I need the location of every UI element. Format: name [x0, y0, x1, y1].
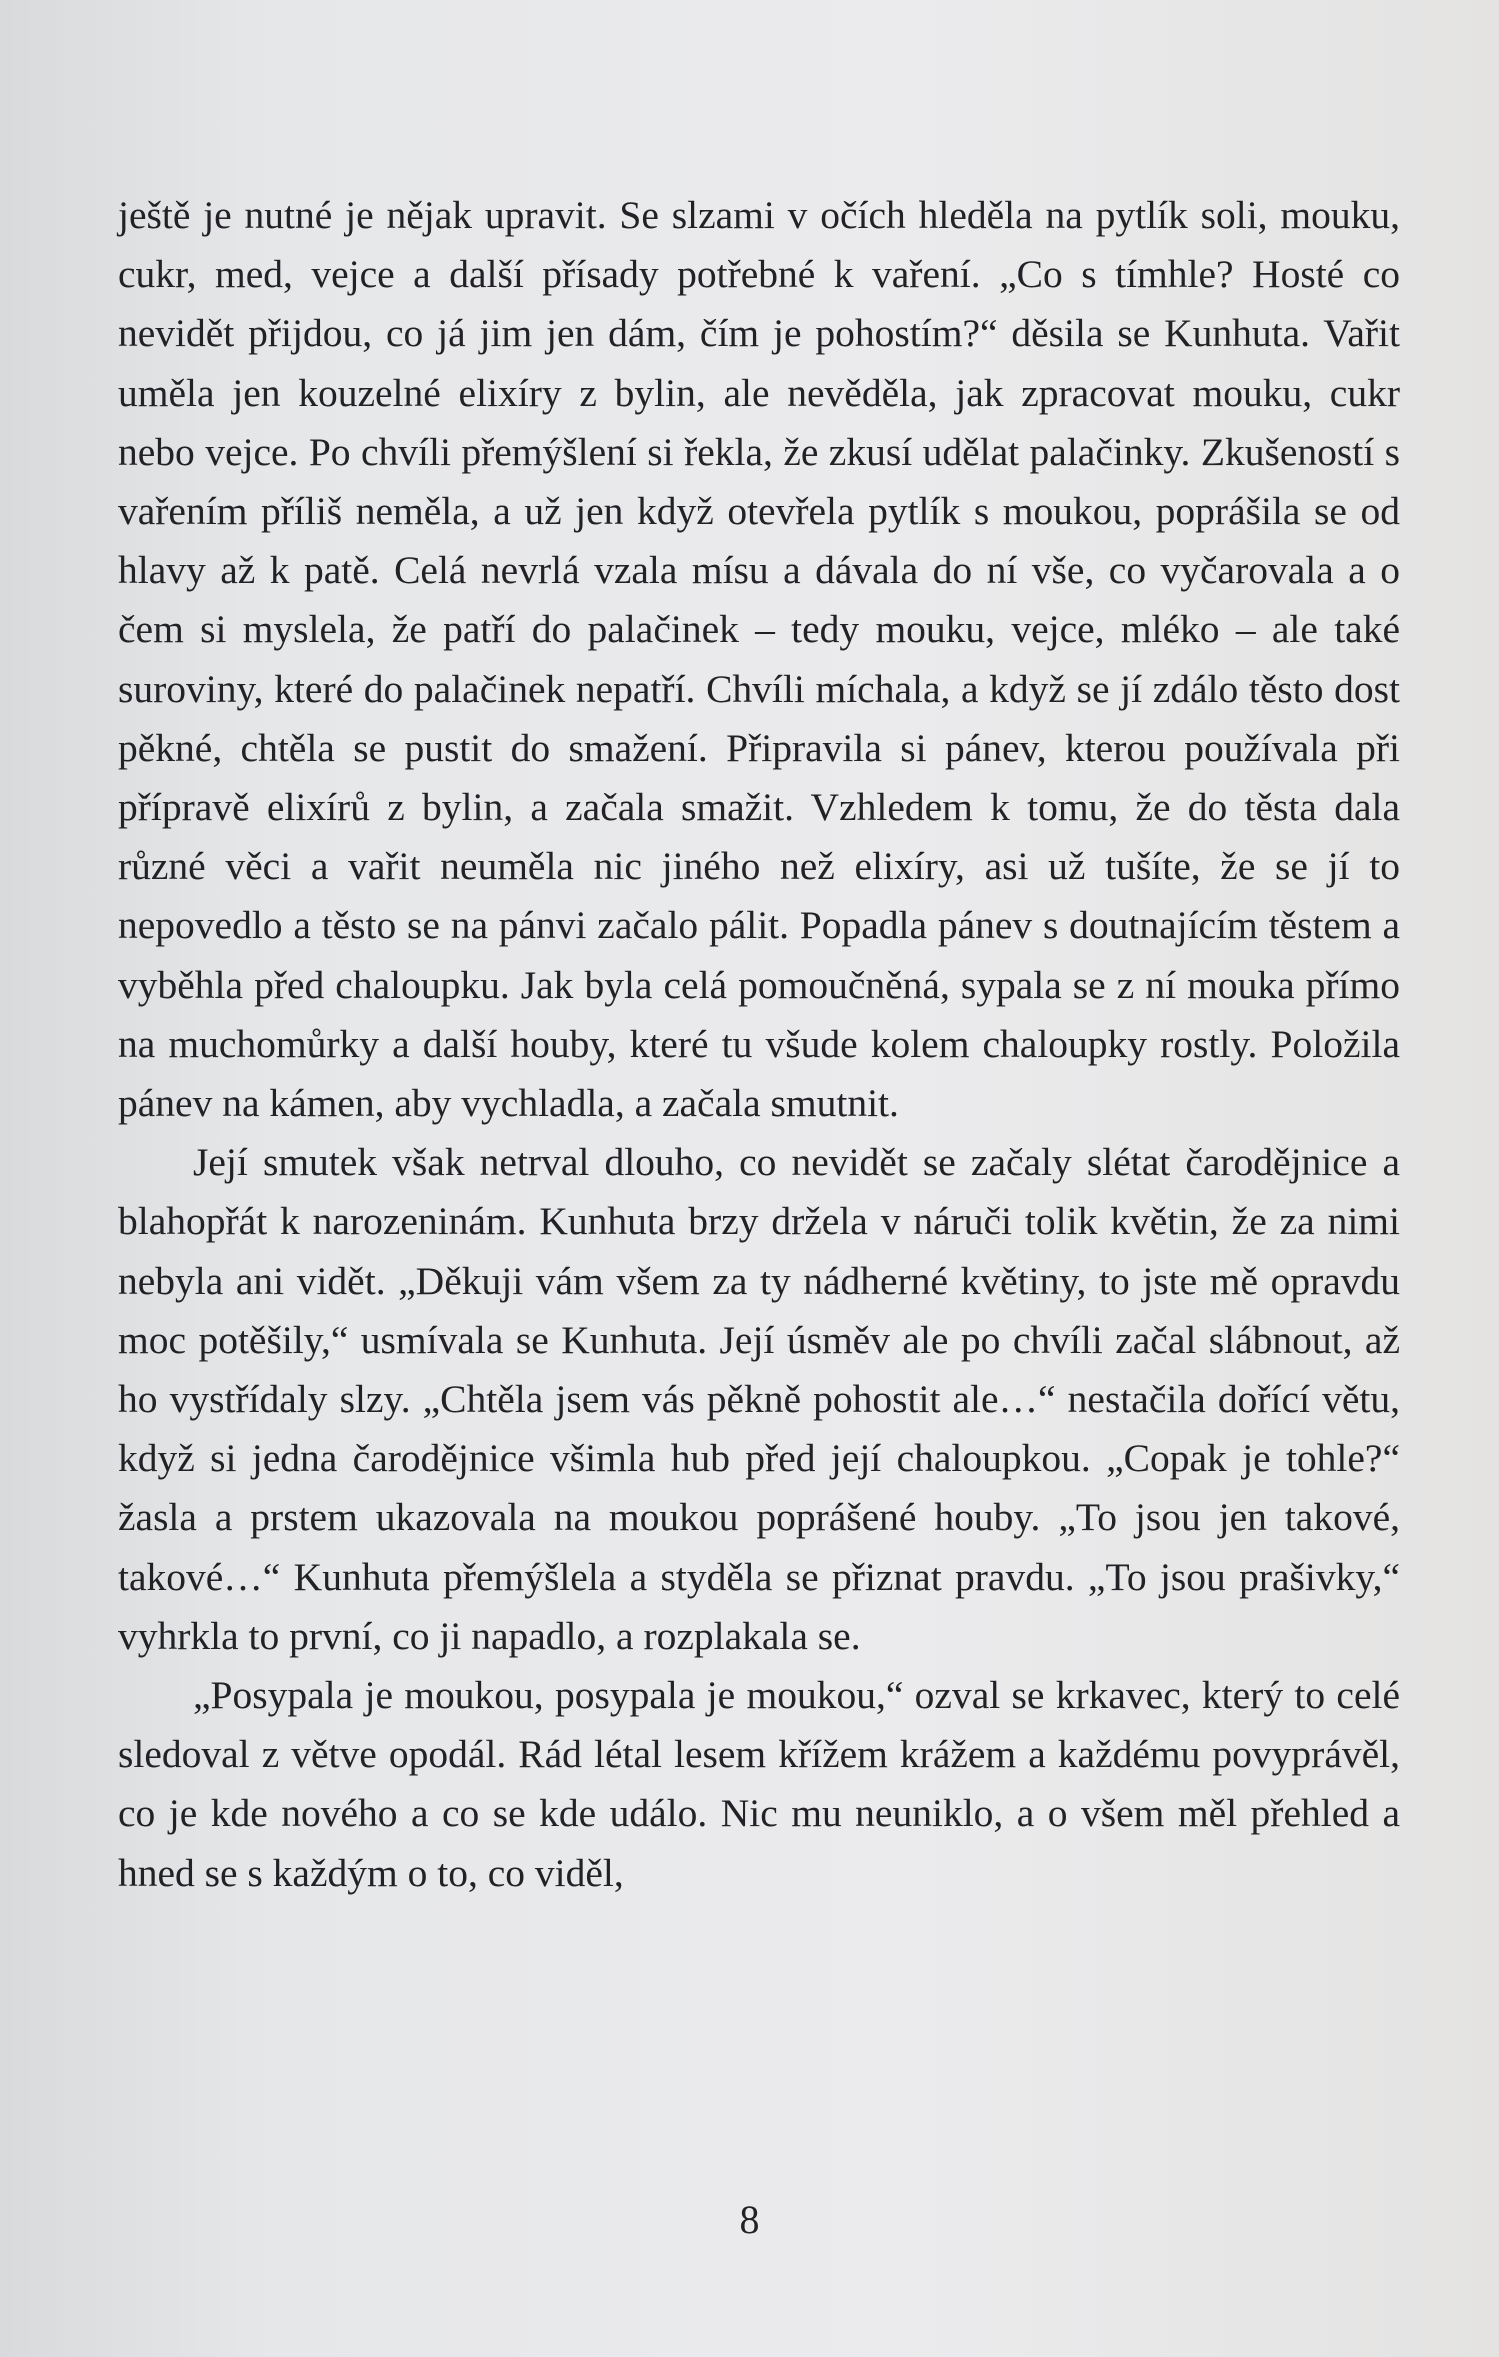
page-number: 8	[739, 2197, 760, 2242]
paragraph-1: ještě je nutné je nějak upravit. Se slzami v očích hleděla na pytlík soli, mouku, cukr, med, vejce a další přísady potřebné k vaření. „Co s tímhle? Hosté co nevidět přijdou, co já jim jen dám, čím je pohostím?“ děsila se Kunhuta. Vařit uměla jen kouzelné elixíry z bylin, ale nevěděla, jak zpracovat mouku, cukr nebo vejce. Po chvíli přemýšlení si řekla, že zkusí udělat palačinky. Zkušeností s vařením příliš neměla, a už jen když otevřela pytlík s moukou, poprášila se od hlavy až k patě. Celá nevrlá vzala mísu a dávala do ní vše, co vyčarovala a o čem si myslela, že patří do palačinek – tedy mouku, vejce, mléko – ale také suroviny, které do palačinek nepatří. Chvíli míchala, a když se jí zdálo těsto dost pěkné, chtěla se pustit do smažení. Připravila si pánev, kterou používala při přípravě elixírů z bylin, a začala smažit. Vzhledem k tomu, že do těsta dala různé věci a vařit neuměla nic jiného než elixíry, asi už tušíte, že se jí to nepovedlo a těsto se na pánvi začalo pálit. Popadla pánev s doutnajícím těstem a vyběhla před chaloupku. Jak byla celá pomoučněná, sypala se z ní mouka přímo na muchomůrky a další houby, které tu všude kolem chaloupky rostly. Položila pánev na kámen, aby vychladla, a začala smutnit.	[118, 193, 1400, 1126]
paragraph-3: „Posypala je moukou, posypala je moukou,“ ozval se krkavec, který to celé sledoval z větve opodál. Rád létal lesem křížem krážem a každému povyprávěl, co je kde nového a co se kde událo. Nic mu neuniklo, a o všem měl přehled a hned se s každým o to, co viděl,	[118, 1673, 1400, 1895]
page-body-text	[118, 186, 1400, 1903]
paragraph-2: Její smutek však netrval dlouho, co nevidět se začaly slétat čarodějnice a blahopřát k narozeninám. Kunhuta brzy držela v náruči tolik květin, že za nimi nebyla ani vidět. „Děkuji vám všem za ty nádherné květiny, to jste mě opravdu moc potěšily,“ usmívala se Kunhuta. Její úsměv ale po chvíli začal slábnout, až ho vystřídaly slzy. „Chtěla jsem vás pěkně pohostit ale…“ nestačila dořící větu, když si jedna čarodějnice všimla hub před její chaloupkou. „Copak je tohle?“ žasla a prstem ukazovala na moukou poprášené houby. „To jsou jen takové, takové…“ Kunhuta přemýšlela a styděla se přiznat pravdu. „To jsou prašivky,“ vyhrkla to první, co ji napadlo, a rozplakala se.	[118, 1140, 1400, 1658]
